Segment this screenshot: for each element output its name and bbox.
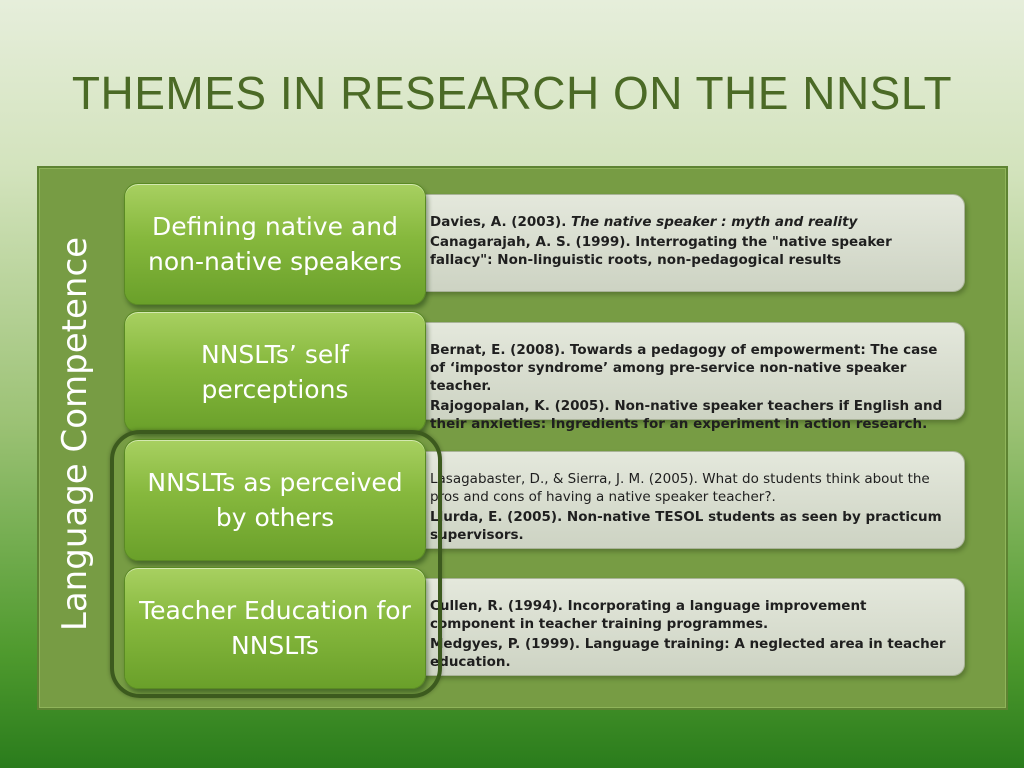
reference-item: • Medgyes, P. (1999). Language training: A neglected area in teacher education. — [430, 635, 952, 671]
theme-box-teacher-education: Teacher Education for NNSLTs — [124, 567, 426, 689]
reference-item: • Rajogopalan, K. (2005). Non-native speaker teachers if English and their anxieties: Ingredients for an experiment in action research. — [430, 397, 952, 433]
reference-item: • Lasagabaster, D., & Sierra, J. M. (2005). What do students think about the pros and cons of having a native speaker teacher?. — [430, 470, 952, 506]
references-box-self-perceptions — [405, 322, 965, 432]
theme-box-perceived: NNSLTs as perceived by others — [124, 439, 426, 561]
reference-item: • Davies, A. (2003). The native speaker : myth and reality — [430, 213, 952, 231]
theme-box-defining: Defining native and non-native speakers — [124, 183, 426, 305]
highlight-outline — [110, 430, 442, 698]
reference-item: • Bernat, E. (2008). Towards a pedagogy of empowerment: The case of ‘impostor syndrome’ among pre-service non-native speaker teacher. — [430, 341, 952, 395]
references-box-perceived — [405, 451, 965, 549]
vertical-category-label: Language Competence — [55, 236, 95, 632]
reference-item: • Cullen, R. (1994). Incorporating a language improvement component in teacher training programmes. — [430, 597, 952, 633]
slide-title: THEMES IN RESEARCH ON THE NNSLT — [71, 67, 953, 119]
theme-box-self-perceptions: NNSLTs’ self perceptions — [124, 311, 426, 433]
references-box-defining — [405, 194, 965, 292]
reference-item: • Canagarajah, A. S. (1999). Interrogating the "native speaker fallacy": Non-linguistic roots, non-pedagogical results — [430, 233, 952, 269]
references-box-teacher-education — [405, 578, 965, 676]
reference-item: • Llurda, E. (2005). Non-native TESOL students as seen by practicum supervisors. — [430, 508, 952, 544]
